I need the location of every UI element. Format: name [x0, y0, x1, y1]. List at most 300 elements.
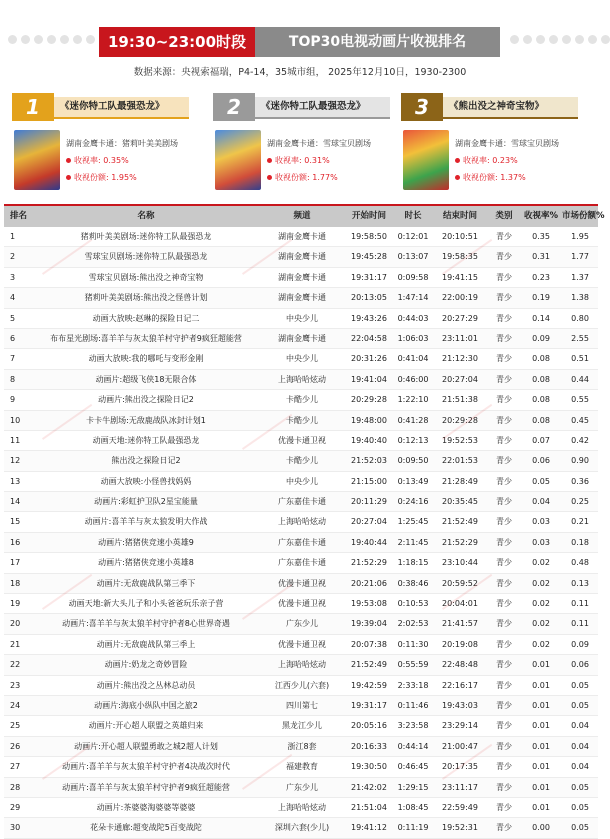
duration-cell: 1:08:45 [397, 802, 429, 812]
rating-cell: 0.02 [532, 558, 550, 568]
table-body [4, 227, 598, 839]
end-time-cell: 23:11:17 [442, 782, 478, 792]
rating-line: 收视率: 0.23% [455, 152, 559, 169]
table-row [4, 696, 598, 716]
program-cell: 动画大放映:赵琳的探险日记二 [92, 313, 200, 323]
program-cell: 动画片:开心超人联盟勇敢之城2超人计划 [74, 741, 218, 751]
program-cell: 动画片:喜羊羊与灰太狼发明大作战 [84, 517, 208, 527]
share-cell: 0.48 [571, 558, 589, 568]
program-cell: 布布星光剧场:喜羊羊与灰太狼羊村守护者9疯狂超能营 [50, 333, 242, 343]
rank-underline [54, 117, 189, 119]
share-line: 收视份额: 1.95% [66, 169, 178, 186]
category-cell: 青少 [496, 252, 512, 262]
start-time-cell: 19:58:50 [351, 232, 387, 241]
rating-line: 收视率: 0.31% [267, 152, 371, 169]
program-title: 《熊出没之神奇宝物》 [443, 97, 578, 117]
channel-cell: 广东嘉佳卡通 [278, 497, 326, 507]
category-cell: 青少 [496, 619, 512, 629]
channel-cell: 湖南金鹰卡通 [278, 252, 326, 262]
duration-cell: 0:13:07 [397, 252, 429, 262]
end-time-cell: 20:35:45 [442, 497, 478, 507]
start-time-cell: 19:41:12 [351, 823, 387, 833]
table-row [4, 472, 598, 492]
table-row [4, 309, 598, 329]
duration-cell: 0:55:59 [397, 660, 429, 670]
category-cell: 青少 [496, 578, 512, 588]
share-cell: 0.05 [571, 700, 589, 710]
channel-cell: 广东嘉佳卡通 [278, 558, 326, 568]
column-header: 名称 [137, 211, 155, 221]
duration-cell: 2:11:45 [397, 537, 429, 547]
rank-underline [255, 117, 390, 119]
category-cell: 青少 [496, 232, 512, 241]
channel-cell: 湖南金鹰卡通 [278, 272, 326, 282]
channel-cell: 湖南金鹰卡通 [278, 293, 326, 303]
duration-cell: 0:09:58 [397, 272, 429, 282]
rating-cell: 0.04 [532, 497, 550, 507]
rating-cell: 0.08 [532, 354, 550, 364]
duration-cell: 3:23:58 [397, 721, 429, 731]
start-time-cell: 20:21:06 [351, 578, 387, 588]
start-time-cell: 21:51:04 [351, 802, 387, 812]
channel-cell: 湖南金鹰卡通 [278, 232, 326, 241]
rank-cell: 9 [10, 395, 16, 405]
program-cell: 动画片:猪猪侠竞速小英雄9 [98, 537, 194, 547]
rank-cell: 25 [10, 721, 21, 731]
share-cell: 0.90 [571, 456, 589, 466]
duration-cell: 0:44:03 [397, 313, 429, 323]
end-time-cell: 21:52:49 [442, 517, 478, 527]
rank-cell: 20 [10, 619, 21, 629]
rating-cell: 0.02 [532, 578, 550, 588]
poster-image [14, 130, 60, 190]
rank-cell: 18 [10, 578, 21, 588]
channel-cell: 广东少儿 [286, 782, 318, 792]
table-row [4, 553, 598, 573]
share-cell: 0.04 [571, 721, 589, 731]
category-cell: 青少 [496, 721, 512, 731]
rank-badge: 3 [401, 93, 443, 121]
channel-cell: 优漫卡通卫视 [278, 639, 326, 649]
table-row [4, 716, 598, 736]
end-time-cell: 20:27:04 [442, 374, 478, 384]
program-cell: 花朵卡通廊:超变战陀5百变战陀 [90, 823, 202, 833]
program-cell: 动画片:无敌鹿战队第三季上 [96, 639, 196, 649]
data-source: 数据来源：央视索福瑞，P4-14，35城市组， 2025年12月10日，1930-2300 [133, 67, 467, 78]
table-row [4, 329, 598, 349]
rating-cell: 0.19 [532, 293, 550, 303]
rank-cell: 3 [10, 272, 16, 282]
program-title: 《迷你特工队最强恐龙》 [54, 97, 189, 117]
duration-cell: 0:13:49 [397, 476, 429, 486]
end-time-cell: 19:58:35 [442, 252, 478, 262]
start-time-cell: 19:45:28 [351, 252, 387, 262]
channel-cell: 上海哈哈炫动 [278, 660, 326, 670]
share-cell: 1.77 [571, 252, 589, 262]
channel-line: 湖南金鹰卡通：雪球宝贝剧场 [455, 139, 559, 148]
category-cell: 青少 [496, 374, 512, 384]
duration-cell: 0:10:53 [397, 599, 429, 609]
column-header: 收视率% [523, 211, 559, 221]
top-card-2 [213, 93, 398, 195]
end-time-cell: 22:59:49 [442, 802, 478, 812]
rating-line: 收视率: 0.35% [66, 152, 178, 169]
rank-underline [443, 117, 578, 119]
end-time-cell: 22:00:19 [442, 293, 478, 303]
duration-cell: 1:22:10 [397, 395, 429, 405]
rank-badge: 2 [213, 93, 255, 121]
start-time-cell: 20:31:26 [351, 354, 387, 364]
end-time-cell: 23:29:14 [442, 721, 478, 731]
rating-cell: 0.35 [532, 232, 550, 241]
share-line: 收视份额: 1.77% [267, 169, 371, 186]
program-cell: 动画片:喜羊羊与灰太狼羊村守护者9疯狂超能营 [62, 782, 230, 792]
start-time-cell: 19:30:50 [351, 762, 387, 772]
channel-cell: 浙江8套 [287, 741, 317, 751]
channel-cell: 广东嘉佳卡通 [278, 537, 326, 547]
rank-cell: 5 [10, 313, 16, 323]
end-time-cell: 21:41:57 [442, 619, 478, 629]
rank-cell: 13 [10, 476, 21, 486]
program-cell: 动画大放映:小怪兽找妈妈 [100, 476, 192, 486]
end-time-cell: 21:52:29 [442, 537, 478, 547]
duration-cell: 0:11:19 [397, 823, 429, 833]
program-cell: 动画大放映:我的哪吒与变形金刚 [88, 354, 204, 364]
end-time-cell: 20:19:08 [442, 639, 478, 649]
table-header [4, 204, 605, 227]
duration-cell: 1:25:45 [397, 517, 429, 527]
table-row [4, 411, 598, 431]
rating-cell: 0.31 [532, 252, 550, 262]
column-header: 市场份额% [562, 211, 605, 221]
category-cell: 青少 [496, 333, 512, 343]
duration-cell: 0:11:46 [397, 700, 429, 710]
start-time-cell: 21:15:00 [351, 476, 387, 486]
program-cell: 猪莉叶美美剧场:熊出没之怪兽计划 [84, 293, 208, 303]
rating-cell: 0.01 [532, 802, 550, 812]
share-cell: 0.25 [571, 497, 589, 507]
table-row [4, 451, 598, 471]
program-cell: 动画片:开心超人联盟之英雄归来 [88, 721, 204, 731]
start-time-cell: 21:52:03 [351, 456, 387, 466]
rating-cell: 0.09 [532, 333, 550, 343]
program-cell: 雪球宝贝剧场:迷你特工队最强恐龙 [84, 252, 208, 262]
share-cell: 0.04 [571, 762, 589, 772]
channel-cell: 黑龙江少儿 [282, 721, 322, 731]
rank-cell: 28 [10, 782, 21, 792]
rating-cell: 0.02 [532, 639, 550, 649]
table-row [4, 227, 598, 247]
start-time-cell: 20:13:05 [351, 293, 387, 303]
end-time-cell: 19:43:03 [442, 700, 478, 710]
category-cell: 青少 [496, 435, 512, 445]
program-cell: 动画片:奶龙之奇妙冒险 [104, 660, 188, 670]
end-time-cell: 20:10:51 [442, 232, 478, 241]
rating-cell: 0.02 [532, 599, 550, 609]
category-cell: 青少 [496, 802, 512, 812]
channel-cell: 优漫卡通卫视 [278, 578, 326, 588]
duration-cell: 0:41:28 [397, 415, 429, 425]
end-time-cell: 23:11:01 [442, 333, 478, 343]
channel-cell: 中央少儿 [286, 476, 318, 486]
top-info [66, 135, 178, 186]
category-cell: 青少 [496, 680, 512, 690]
column-header: 排名 [10, 211, 28, 221]
rank-cell: 24 [10, 700, 21, 710]
share-cell: 1.37 [571, 272, 589, 282]
category-cell: 青少 [496, 313, 512, 323]
rating-cell: 0.08 [532, 395, 550, 405]
rank-head [213, 93, 393, 121]
duration-cell: 1:29:15 [397, 782, 429, 792]
duration-cell: 1:47:14 [397, 293, 429, 303]
rating-cell: 0.01 [532, 680, 550, 690]
duration-cell: 0:24:16 [397, 497, 429, 507]
rank-cell: 2 [10, 252, 16, 262]
category-cell: 青少 [496, 700, 512, 710]
share-cell: 0.42 [571, 435, 589, 445]
table-row [4, 268, 598, 288]
rank-cell: 29 [10, 802, 21, 812]
duration-cell: 0:46:00 [397, 374, 429, 384]
top-card-3 [401, 93, 586, 195]
column-header: 结束时间 [442, 211, 477, 221]
end-time-cell: 20:59:52 [442, 578, 478, 588]
duration-cell: 0:11:30 [397, 639, 429, 649]
table-row [4, 594, 598, 614]
rank-cell: 1 [10, 232, 16, 241]
channel-cell: 深圳六套(少儿) [274, 823, 330, 833]
rank-cell: 4 [10, 293, 16, 303]
program-cell: 动画片:海底小纵队中国之旅2 [94, 700, 198, 710]
channel-cell: 广东少儿 [286, 619, 318, 629]
rating-cell: 0.08 [532, 374, 550, 384]
share-line: 收视份额: 1.37% [455, 169, 559, 186]
start-time-cell: 19:31:17 [351, 272, 387, 282]
duration-cell: 2:02:53 [397, 619, 429, 629]
start-time-cell: 19:42:59 [351, 680, 387, 690]
category-cell: 青少 [496, 456, 512, 466]
header [0, 0, 600, 78]
start-time-cell: 20:29:28 [351, 395, 387, 405]
rank-cell: 6 [10, 333, 16, 343]
duration-cell: 2:33:18 [397, 680, 429, 690]
share-cell: 0.51 [571, 354, 589, 364]
share-cell: 0.11 [571, 599, 589, 609]
table-row [4, 574, 598, 594]
end-time-cell: 20:29:28 [442, 415, 478, 425]
channel-cell: 上海哈哈炫动 [278, 802, 326, 812]
channel-cell: 卡酷少儿 [286, 395, 318, 405]
duration-cell: 1:18:15 [397, 558, 429, 568]
program-cell: 动画片:无敌鹿战队第三季下 [96, 578, 196, 588]
rating-cell: 0.01 [532, 660, 550, 670]
page-title: TOP30电视动画片收视排名 [255, 27, 500, 57]
program-cell: 动画天地:迷你特工队最强恐龙 [92, 435, 200, 445]
category-cell: 青少 [496, 762, 512, 772]
channel-cell: 福建教育 [286, 762, 318, 772]
start-time-cell: 19:53:08 [351, 599, 387, 609]
rank-cell: 15 [10, 517, 21, 527]
table-row [4, 757, 598, 777]
share-cell: 0.55 [571, 395, 589, 405]
rank-cell: 10 [10, 415, 21, 425]
end-time-cell: 19:52:31 [442, 823, 478, 833]
channel-cell: 湖南金鹰卡通 [278, 333, 326, 343]
rating-cell: 0.01 [532, 700, 550, 710]
category-cell: 青少 [496, 741, 512, 751]
column-header: 类别 [495, 211, 513, 221]
start-time-cell: 20:11:29 [351, 497, 387, 507]
start-time-cell: 21:52:49 [351, 660, 387, 670]
ranking-table [4, 204, 605, 839]
rank-cell: 7 [10, 354, 16, 364]
share-cell: 1.38 [571, 293, 589, 303]
table-row [4, 390, 598, 410]
rating-cell: 0.14 [532, 313, 550, 323]
column-header: 时长 [404, 211, 422, 221]
duration-cell: 0:12:13 [397, 435, 429, 445]
table-row [4, 778, 598, 798]
duration-cell: 0:41:04 [397, 354, 429, 364]
share-cell: 0.05 [571, 823, 589, 833]
share-cell: 0.05 [571, 802, 589, 812]
start-time-cell: 20:16:33 [351, 741, 387, 751]
start-time-cell: 20:27:04 [351, 517, 387, 527]
poster-image [215, 130, 261, 190]
start-time-cell: 22:04:58 [351, 333, 387, 343]
channel-line: 湖南金鹰卡通：雪球宝贝剧场 [267, 139, 371, 148]
program-cell: 动画片:喜羊羊与灰太狼羊村守护者4决战次时代 [62, 762, 230, 772]
program-cell: 动画片:熊出没之探险日记2 [98, 395, 194, 405]
rating-cell: 0.02 [532, 619, 550, 629]
decorative-dots-right [510, 35, 610, 44]
end-time-cell: 19:52:53 [442, 435, 478, 445]
share-cell: 0.11 [571, 619, 589, 629]
channel-cell: 优漫卡通卫视 [278, 435, 326, 445]
category-cell: 青少 [496, 293, 512, 303]
rank-head [12, 93, 192, 121]
table-row [4, 818, 598, 838]
channel-cell: 上海哈哈炫动 [278, 374, 326, 384]
share-cell: 0.36 [571, 476, 589, 486]
rating-cell: 0.01 [532, 721, 550, 731]
rating-cell: 0.01 [532, 762, 550, 772]
rank-cell: 17 [10, 558, 21, 568]
column-header: 频道 [293, 211, 311, 221]
table-row [4, 533, 598, 553]
category-cell: 青少 [496, 395, 512, 405]
category-cell: 青少 [496, 354, 512, 364]
start-time-cell: 21:42:02 [351, 782, 387, 792]
category-cell: 青少 [496, 415, 512, 425]
poster-image [403, 130, 449, 190]
rank-cell: 22 [10, 660, 21, 670]
top-card-1 [12, 93, 197, 195]
top-info [455, 135, 559, 186]
end-time-cell: 20:04:01 [442, 599, 478, 609]
top-info [267, 135, 371, 186]
share-cell: 0.80 [571, 313, 589, 323]
category-cell: 青少 [496, 558, 512, 568]
share-cell: 0.04 [571, 741, 589, 751]
rating-cell: 0.01 [532, 741, 550, 751]
end-time-cell: 22:01:53 [442, 456, 478, 466]
rank-head [401, 93, 581, 121]
share-cell: 0.09 [571, 639, 589, 649]
channel-cell: 卡酷少儿 [286, 456, 318, 466]
share-cell: 2.55 [571, 333, 589, 343]
end-time-cell: 21:12:30 [442, 354, 478, 364]
channel-cell: 四川第七 [286, 700, 318, 710]
time-slot-title: 19:30~23:00时段 [99, 27, 255, 57]
channel-cell: 中央少儿 [286, 354, 318, 364]
end-time-cell: 23:10:44 [442, 558, 478, 568]
rating-cell: 0.05 [532, 476, 550, 486]
rating-cell: 0.23 [532, 272, 550, 282]
column-header: 开始时间 [351, 211, 386, 221]
start-time-cell: 21:52:29 [351, 558, 387, 568]
share-cell: 0.05 [571, 680, 589, 690]
table-row [4, 431, 598, 451]
rank-badge: 1 [12, 93, 54, 121]
start-time-cell: 19:48:00 [351, 415, 387, 425]
program-cell: 动画片:超级飞侠18无限合体 [95, 374, 197, 384]
category-cell: 青少 [496, 660, 512, 670]
category-cell: 青少 [496, 537, 512, 547]
end-time-cell: 19:41:15 [442, 272, 478, 282]
start-time-cell: 19:39:04 [351, 619, 387, 629]
rank-cell: 11 [10, 435, 21, 445]
start-time-cell: 19:43:26 [351, 313, 387, 323]
rank-cell: 8 [10, 374, 16, 384]
decorative-dots-left [8, 35, 108, 44]
share-cell: 0.45 [571, 415, 589, 425]
table-row [4, 370, 598, 390]
rank-cell: 19 [10, 599, 21, 609]
program-cell: 猪莉叶美美剧场:迷你特工队最强恐龙 [80, 232, 212, 241]
start-time-cell: 20:07:38 [351, 639, 387, 649]
rank-cell: 27 [10, 762, 21, 772]
channel-cell: 中央少儿 [286, 313, 318, 323]
table-row [4, 676, 598, 696]
share-cell: 0.06 [571, 660, 589, 670]
table-row [4, 349, 598, 369]
rank-cell: 21 [10, 639, 21, 649]
table-row [4, 492, 598, 512]
share-cell: 0.18 [571, 537, 589, 547]
duration-cell: 1:06:03 [397, 333, 429, 343]
program-cell: 动画片:喜羊羊与灰太狼羊村守护者8心世界奇遇 [62, 619, 230, 629]
program-cell: 动画片:熊出没之丛林总动员 [96, 680, 196, 690]
program-cell: 动画片:茶婆婆淘婆婆等婆婆 [96, 802, 196, 812]
share-cell: 0.05 [571, 782, 589, 792]
program-cell: 熊出没之探险日记2 [111, 456, 181, 466]
program-cell: 动画片:猪猪侠竞速小英雄8 [98, 558, 194, 568]
end-time-cell: 21:51:38 [442, 395, 478, 405]
rating-cell: 0.00 [532, 823, 550, 833]
category-cell: 青少 [496, 272, 512, 282]
duration-cell: 0:09:50 [397, 456, 429, 466]
table-row [4, 288, 598, 308]
duration-cell: 0:46:45 [397, 762, 429, 772]
rating-cell: 0.03 [532, 517, 550, 527]
duration-cell: 0:38:46 [397, 578, 429, 588]
table-row [4, 635, 598, 655]
category-cell: 青少 [496, 517, 512, 527]
rating-cell: 0.01 [532, 782, 550, 792]
rating-cell: 0.03 [532, 537, 550, 547]
